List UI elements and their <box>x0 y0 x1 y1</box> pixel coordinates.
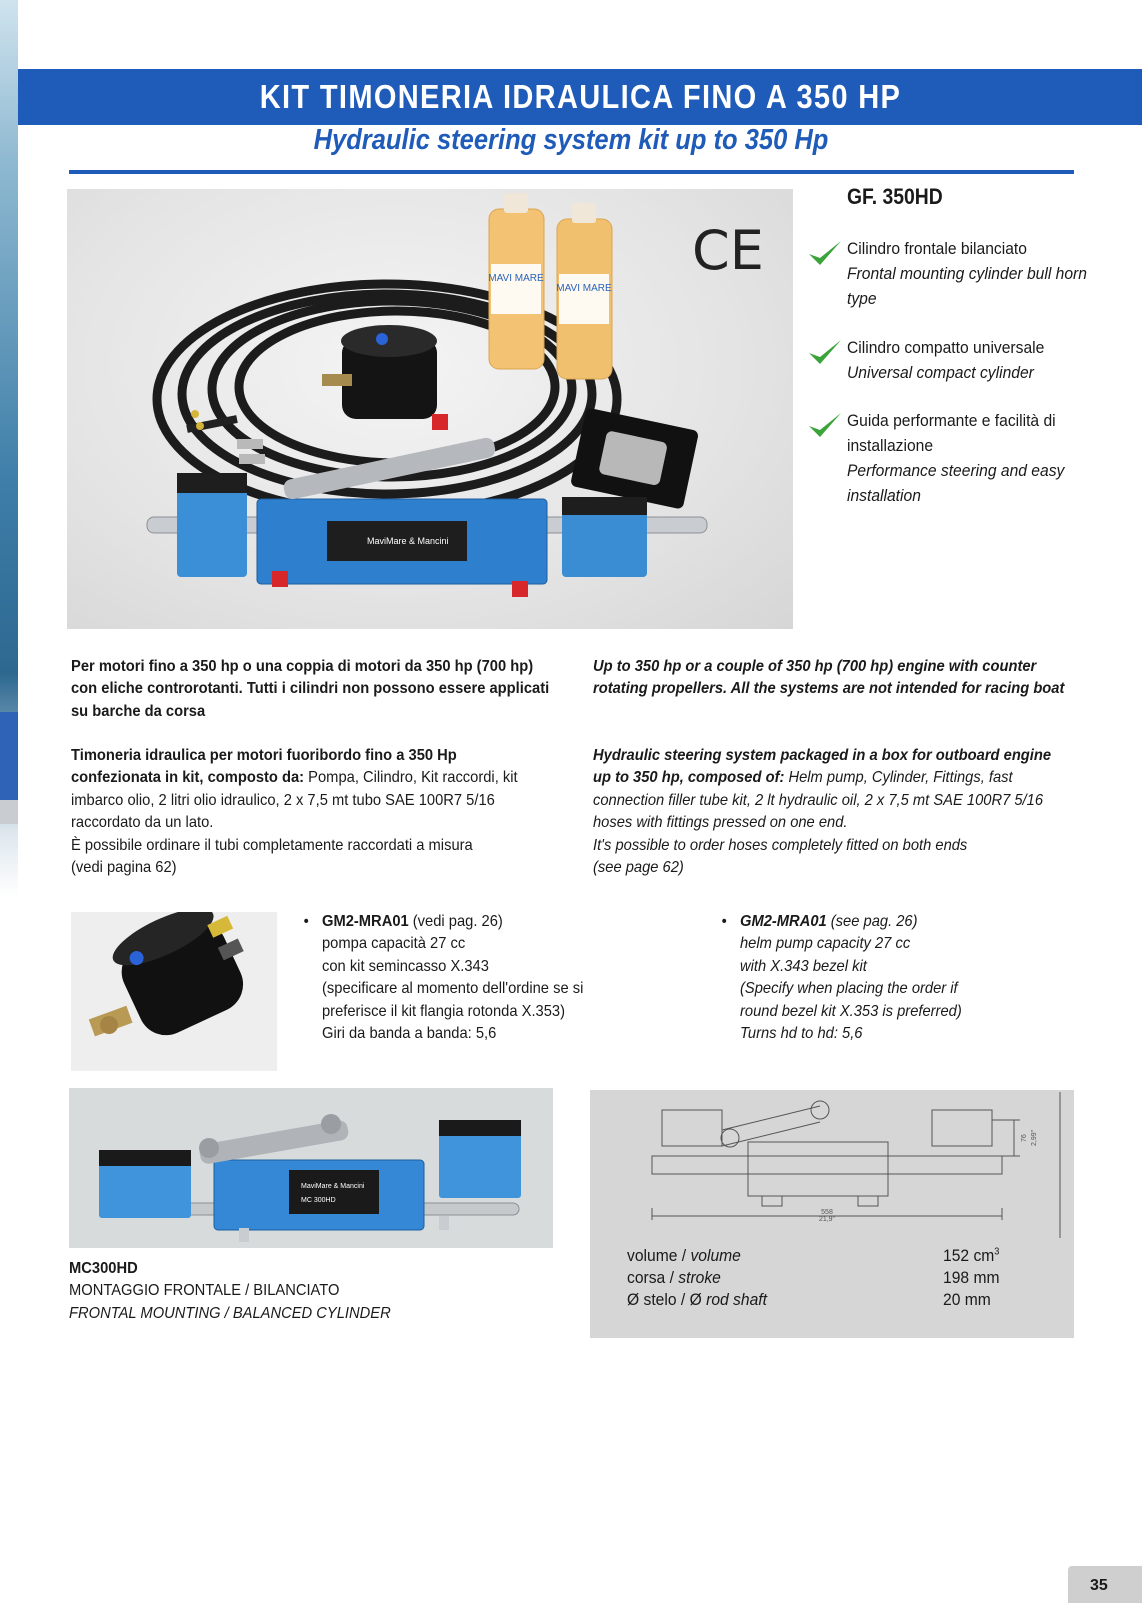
pump-it-line: preferisce il kit flangia rotonda X.353) <box>322 1002 566 1020</box>
cylinder-photo <box>69 1088 553 1248</box>
desc-en-page-ref: (see page 62) <box>593 859 684 877</box>
feature-1-en: Frontal mounting cylinder bull horn type <box>847 264 1087 308</box>
pump-it-ref: (vedi pag. 26) <box>408 913 503 930</box>
dim-length-in: 21,9" <box>818 1216 836 1223</box>
pump-en-line: with X.343 bezel kit <box>740 957 867 975</box>
dim-height-in: 2,99" <box>1031 1129 1038 1146</box>
desc-en-kit-bold: Hydraulic steering system packaged in a box for outboard engine up to 350 hp, composed of: <box>593 747 1052 787</box>
desc-en-note: It's possible to order hoses completely fitted on both ends <box>593 836 968 854</box>
checkmark-icon <box>807 238 843 268</box>
spec-rod-value: 20 mm <box>943 1290 991 1309</box>
dim-height: 76 <box>1021 1134 1028 1142</box>
checkmark-icon <box>807 410 843 440</box>
title-band <box>18 69 1142 125</box>
pump-it-line: pompa capacità 27 cc <box>322 935 466 953</box>
pump-en <box>721 911 1034 1045</box>
pump-it-code: GM2-MRA01 <box>322 913 409 930</box>
cyl-plate-brand: MaviMare & Mancini <box>301 1183 365 1190</box>
main-product-photo <box>67 189 793 629</box>
title-rule <box>69 170 1074 174</box>
spec-box <box>590 1090 1074 1338</box>
feature-3-en: Performance steering and easy installation <box>847 461 1065 505</box>
desc-it-intro: Per motori fino a 350 hp o una coppia di motori da 350 hp (700 hp) con eliche controrotanti. Tutti i cilindri non possono essere applicati su barche da corsa <box>71 658 550 720</box>
bullet-icon: • <box>303 913 309 930</box>
bullet-icon: • <box>721 913 727 930</box>
cylinder-mount-it: MONTAGGIO FRONTALE / BILANCIATO <box>69 1282 340 1300</box>
spec-stroke-label: corsa / stroke <box>627 1268 721 1287</box>
plate-brand: MaviMare & Mancini <box>367 536 449 546</box>
feature-2-it: Cilindro compatto universale <box>847 338 1045 357</box>
bottle-brand-2: MAVI MARE <box>556 283 612 294</box>
cylinder-caption <box>69 1258 511 1325</box>
feature-1 <box>807 236 1107 310</box>
pump-it-line: Giri da banda a banda: 5,6 <box>322 1025 497 1043</box>
pump-en-ref: (see pag. 26) <box>826 913 918 930</box>
ce-mark: CE <box>692 219 764 282</box>
pump-en-line: (Specify when placing the order if <box>740 980 958 998</box>
feature-2 <box>807 335 1107 385</box>
pump-it-line: con kit semincasso X.343 <box>322 957 489 975</box>
spec-volume-label: volume / volume <box>627 1246 741 1265</box>
page-number: 35 <box>1090 1577 1108 1594</box>
dim-length: 558 <box>821 1209 833 1216</box>
page-title: KIT TIMONERIA IDRAULICA FINO A 350 HP <box>259 78 901 115</box>
pump-it <box>303 911 616 1045</box>
desc-it-page-ref: (vedi pagina 62) <box>71 859 177 877</box>
pump-en-line: helm pump capacity 27 cc <box>740 935 911 953</box>
feature-1-it: Cilindro frontale bilanciato <box>847 239 1027 258</box>
feature-3 <box>807 408 1107 508</box>
product-code: GF. 350HD <box>847 184 943 209</box>
spec-volume-value: 152 $cm^3$ <box>943 1246 1000 1265</box>
pump-en-line: Turns hd to hd: 5,6 <box>740 1025 863 1043</box>
strip-grey-band <box>0 800 18 824</box>
cyl-plate-model: MC 300HD <box>301 1197 336 1204</box>
spec-rod-label: Ø stelo / Ø rod shaft <box>627 1290 767 1309</box>
desc-en-intro: Up to 350 hp or a couple of 350 hp (700 hp) engine with counter rotating propellers. All the systems are not intended for racing boat <box>593 658 1065 698</box>
desc-en-kit <box>593 745 1067 879</box>
desc-it-note: È possibile ordinare il tubi completamente raccordati a misura <box>71 836 473 854</box>
page-subtitle: Hydraulic steering system kit up to 350 Hp <box>313 124 829 156</box>
helm-pump-photo <box>71 912 277 1071</box>
pump-it-line: (specificare al momento dell'ordine se si <box>322 980 584 998</box>
desc-it-kit <box>71 745 545 879</box>
cylinder-mount-en: FRONTAL MOUNTING / BALANCED CYLINDER <box>69 1304 391 1322</box>
spec-stroke-value: 198 mm <box>943 1268 1000 1287</box>
pump-en-line: round bezel kit X.353 is preferred) <box>740 1002 962 1020</box>
desc-it-kit-bold: Timoneria idraulica per motori fuoribordo fino a 350 Hp confezionata in kit, composto da: <box>71 747 457 787</box>
feature-2-en: Universal compact cylinder <box>847 363 1034 382</box>
desc-en-kit-rest: Helm pump, Cylinder, Fittings, fast connection filler tube kit, 2 lt hydraulic oil, 2 x 7,5 mt SAE 100R7 5/16 hoses with fittings pressed on one end. <box>593 769 1044 832</box>
technical-drawing <box>590 1090 1074 1240</box>
cylinder-code: MC300HD <box>69 1260 138 1277</box>
bottle-brand-1: MAVI MARE <box>488 273 544 284</box>
desc-it-kit-rest: Pompa, Cilindro, Kit raccordi, kit imbarco olio, 2 litri olio idraulico, 2 x 7,5 mt tubo SAE 100R7 5/16 raccordato da un lato. <box>71 769 518 832</box>
feature-3-it: Guida performante e facilità di installazione <box>847 411 1056 455</box>
pump-en-code: GM2-MRA01 <box>740 913 827 930</box>
checkmark-icon <box>807 337 843 367</box>
